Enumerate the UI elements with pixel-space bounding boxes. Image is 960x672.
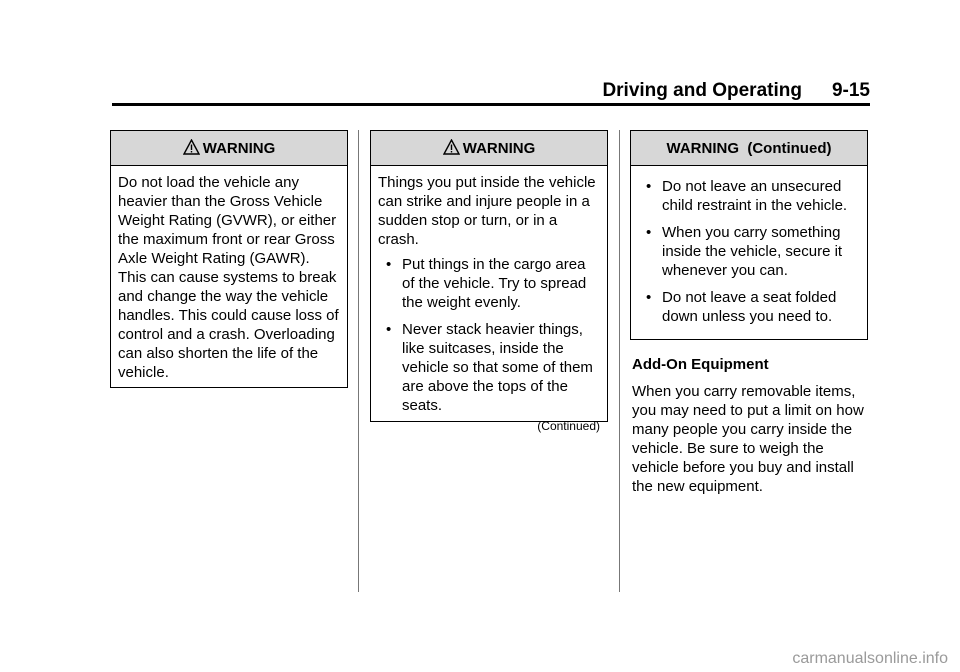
warning-box-2-title: WARNING: [462, 139, 536, 157]
warning-box-1: [110, 130, 348, 388]
warning-box-1-text: Do not load the vehicle any heavier than the Gross Vehicle Weight Rating (GVWR), or either the maximum front or rear Gross Axle Weight Rating (GAWR). This can cause systems to break and change the way the vehicle handles. This could cause loss of control and a crash. Overloading can also shorten the life of the vehicle.: [118, 174, 339, 381]
column-divider-left: [358, 130, 359, 592]
column-divider-right: [619, 130, 620, 592]
continued-label: (Continued): [537, 419, 600, 433]
list-item: • When you carry something inside the vehicle, secure it whenever you can.: [646, 224, 843, 279]
page-number: 9-15: [831, 80, 870, 101]
list-item: • Put things in the cargo area of the vehicle. Try to spread the weight evenly.: [386, 256, 587, 311]
warning-box-1-header: [111, 131, 347, 166]
page-header: [112, 80, 870, 102]
warning-box-2-intro: Things you put inside the vehicle can strike and injure people in a sudden stop or turn, or in a crash.: [378, 174, 596, 248]
section-title: Driving and Operating: [602, 80, 802, 101]
list-item: • Do not leave a seat folded down unless you need to.: [646, 289, 837, 325]
addon-paragraph: When you carry removable items, you may need to put a limit on how many people you carry inside the vehicle. Be sure to weigh the vehicle before you buy and install the new equipment.: [632, 383, 864, 495]
warning-box-3-list: [638, 177, 860, 326]
warning-box-2: [370, 130, 608, 433]
warning-box-1-title: WARNING: [202, 139, 276, 157]
warning-box-3-header: [631, 131, 867, 166]
warning-box-2-header: [371, 131, 607, 166]
list-item: • Do not leave an unsecured child restraint in the vehicle.: [646, 178, 848, 214]
list-item: • Never stack heavier things, like suitcases, inside the vehicle so that some of them are above the tops of the seats.: [386, 321, 593, 414]
warning-triangle-icon: [183, 139, 200, 155]
warning-box-3-title: WARNING (Continued): [666, 139, 832, 157]
watermark: carmanualsonline.info: [792, 650, 948, 667]
header-rule: [112, 103, 870, 106]
warning-box-3: [630, 130, 868, 340]
warning-triangle-icon: [443, 139, 460, 155]
warning-box-2-list: [378, 255, 600, 415]
addon-heading: Add-On Equipment: [632, 356, 769, 373]
